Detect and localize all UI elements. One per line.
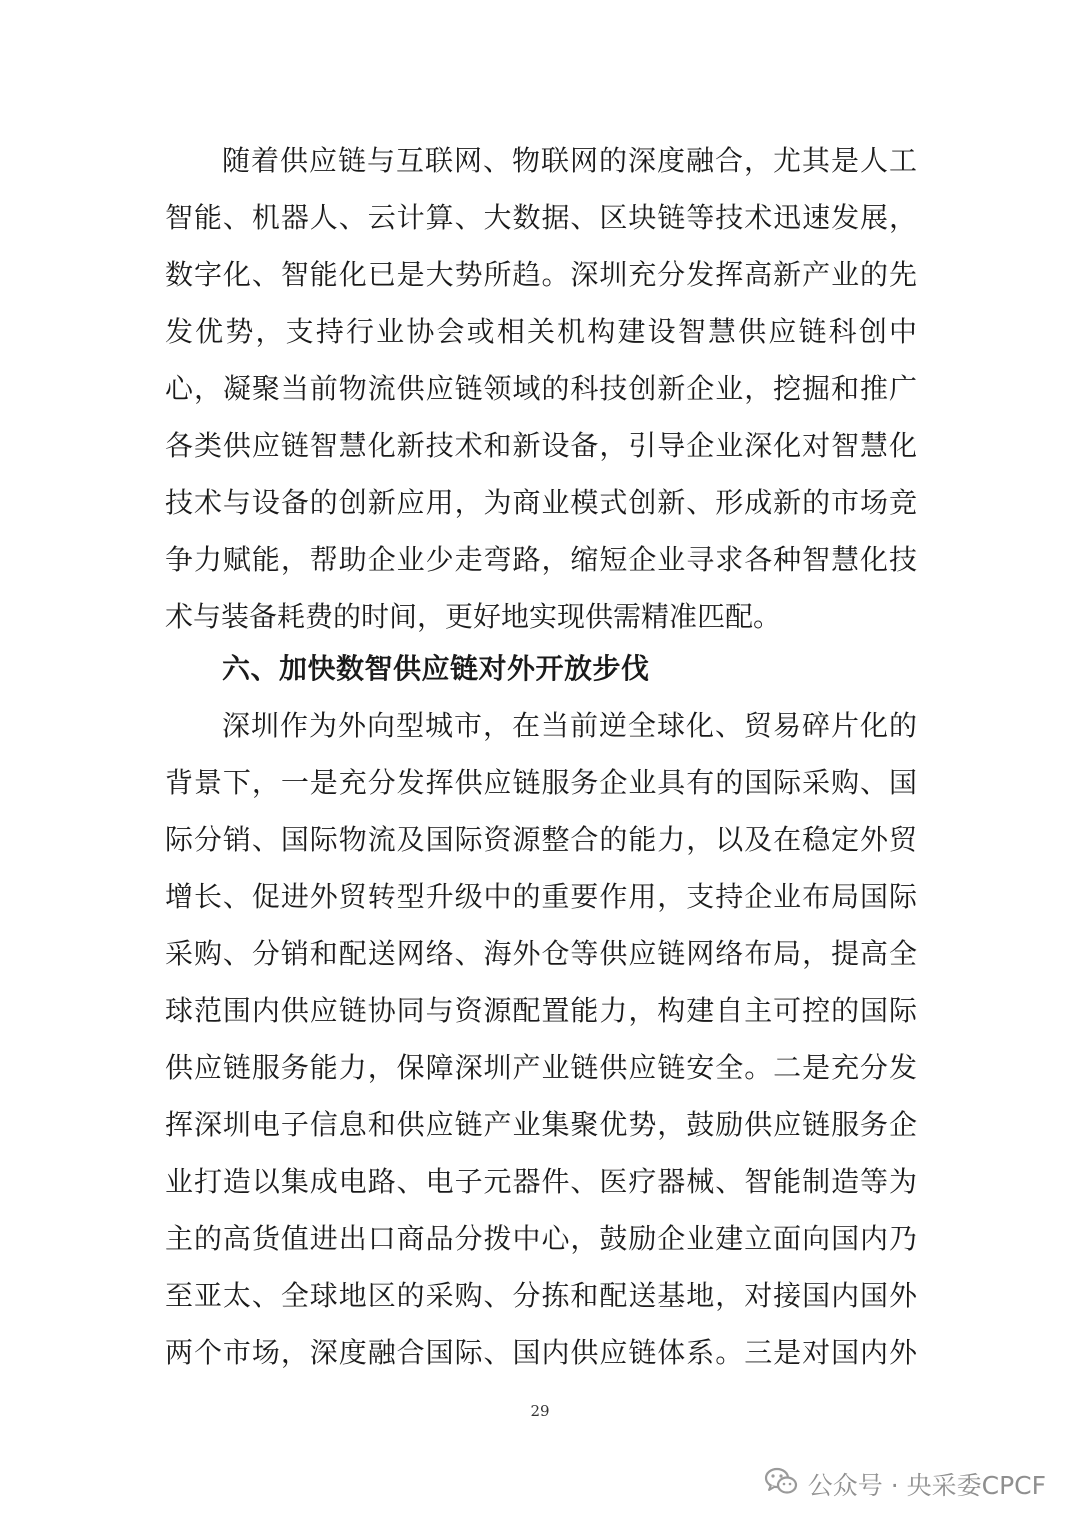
paragraph-line: 术与装备耗费的时间，更好地实现供需精准匹配。 [165, 600, 782, 633]
paragraph-line: 智能、机器人、云计算、大数据、区块链等技术迅速发展， [165, 201, 917, 234]
paragraph-line: 挥深圳电子信息和供应链产业集聚优势，鼓励供应链服务企 [165, 1108, 917, 1141]
paragraph-line: 际分销、国际物流及国际资源整合的能力，以及在稳定外贸 [165, 823, 917, 856]
page-number: 29 [530, 1402, 550, 1420]
paragraph-open-supply-chain [165, 697, 917, 1381]
paragraph-line: 背景下，一是充分发挥供应链服务企业具有的国际采购、国 [165, 766, 917, 799]
paragraph-line: 发优势，支持行业协会或相关机构建设智慧供应链科创中 [165, 315, 917, 348]
watermark [764, 1464, 1046, 1504]
paragraph-line: 业打造以集成电路、电子元器件、医疗器械、智能制造等为 [165, 1165, 917, 1198]
paragraph-line: 争力赋能，帮助企业少走弯路，缩短企业寻求各种智慧化技 [165, 543, 917, 576]
paragraph-line: 至亚太、全球地区的采购、分拣和配送基地，对接国内国外 [165, 1279, 917, 1312]
paragraph-line: 心，凝聚当前物流供应链领域的科技创新企业，挖掘和推广 [165, 372, 917, 405]
paragraph-digital-supply-chain [165, 132, 917, 645]
paragraph-line: 采购、分销和配送网络、海外仓等供应链网络布局，提高全 [165, 937, 917, 970]
paragraph-line: 数字化、智能化已是大势所趋。深圳充分发挥高新产业的先 [165, 258, 917, 291]
section-heading: 六、加快数智供应链对外开放步伐 [222, 652, 650, 685]
paragraph-line: 球范围内供应链协同与资源配置能力，构建自主可控的国际 [165, 994, 917, 1027]
paragraph-line: 供应链服务能力，保障深圳产业链供应链安全。二是充分发 [165, 1051, 917, 1084]
paragraph-line: 两个市场，深度融合国际、国内供应链体系。三是对国内外 [165, 1336, 917, 1369]
wechat-icon [764, 1466, 798, 1502]
paragraph-line: 随着供应链与互联网、物联网的深度融合，尤其是人工 [222, 144, 917, 177]
watermark-text: 公众号 · 央采委CPCF [807, 1471, 1046, 1500]
paragraph-line: 各类供应链智慧化新技术和新设备，引导企业深化对智慧化 [165, 429, 917, 462]
paragraph-line: 增长、促进外贸转型升级中的重要作用，支持企业布局国际 [165, 880, 917, 913]
paragraph-line: 深圳作为外向型城市，在当前逆全球化、贸易碎片化的 [222, 709, 917, 742]
paragraph-line: 主的高货值进出口商品分拨中心，鼓励企业建立面向国内乃 [165, 1222, 917, 1255]
paragraph-line: 技术与设备的创新应用，为商业模式创新、形成新的市场竞 [165, 486, 917, 519]
